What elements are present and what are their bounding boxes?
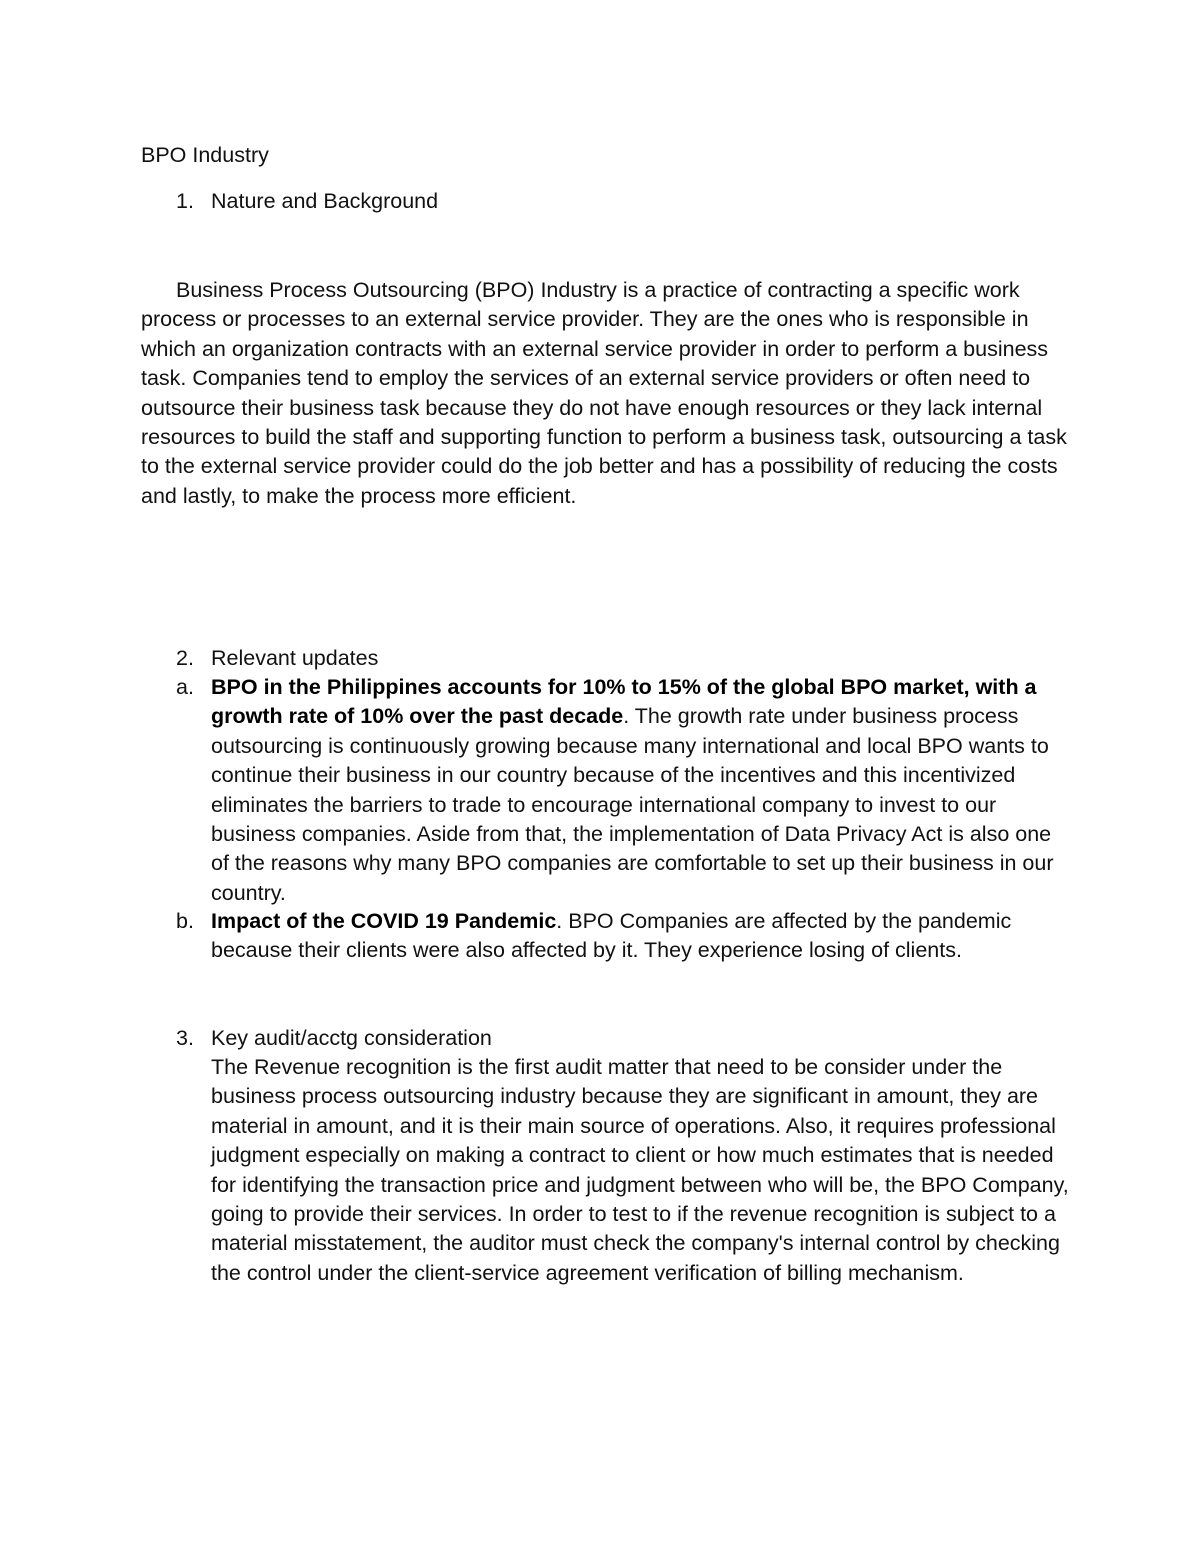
- section-1-title: Nature and Background: [211, 189, 439, 213]
- list-item-a: [176, 673, 1066, 908]
- section-1-heading: [176, 187, 438, 216]
- section-2-title: Relevant updates: [211, 646, 379, 670]
- section-1-paragraph: Business Process Outsourcing (BPO) Industry is a practice of contracting a specific work process or processes to an external service provider. They are the ones who is responsible in which an organization contracts with an external service provider in order to perform a business task. Companies tend to employ the services of an external service providers or often need to outsource their business task because they do not have enough resources or they lack internal resources to build the staff and supporting function to perform a business task, outsourcing a task to the external service provider could do the job better and has a possibility of reducing the costs and lastly, to make the process more efficient.: [141, 278, 1067, 508]
- list-item-a-text: . The growth rate under business process outsourcing is continuously growing because many international and local BPO wants to continue their business in our country because of the incentives and this incentivized eliminates the barriers to trade to encourage international company to invest to our business companies. Aside from that, the implementation of Data Privacy Act is also one of the reasons why many BPO companies are comfortable to set up their business in our country.: [211, 704, 1054, 905]
- section-2-heading: [176, 644, 378, 673]
- section-1-number: 1.: [176, 189, 194, 213]
- list-item-b: [176, 907, 1066, 966]
- section-3-heading: [176, 1024, 492, 1053]
- section-3-title: Key audit/acctg consideration: [211, 1026, 492, 1050]
- list-item-b-bold: Impact of the COVID 19 Pandemic: [211, 909, 557, 933]
- document-title: BPO Industry: [141, 143, 269, 167]
- section-3-number: 3.: [176, 1026, 194, 1050]
- section-2-number: 2.: [176, 646, 194, 670]
- list-item-a-bold: BPO in the Philippines accounts for 10% to 15% of the global BPO market, with a growth rate of 10% over the past decade: [211, 675, 1037, 729]
- list-marker-a: a.: [176, 675, 194, 699]
- list-item-b-body: [211, 907, 1066, 966]
- list-item-a-body: [211, 673, 1066, 908]
- list-marker-b: b.: [176, 909, 194, 933]
- section-3-paragraph: The Revenue recognition is the first audit matter that need to be consider under the business process outsourcing industry because they are significant in amount, they are material in amount, and it is their main source of operations. Also, it requires professional judgment especially on making a contract to client or how much estimates that is needed for identifying the transaction price and judgment between who will be, the BPO Company, going to provide their services. In order to test to if the revenue recognition is subject to a material misstatement, the auditor must check the company's internal control by checking the control under the client-service agreement verification of billing mechanism.: [211, 1055, 1069, 1285]
- list-item-b-text: . BPO Companies are affected by the pandemic because their clients were also affected by it. They experience losing of clients.: [211, 909, 1012, 963]
